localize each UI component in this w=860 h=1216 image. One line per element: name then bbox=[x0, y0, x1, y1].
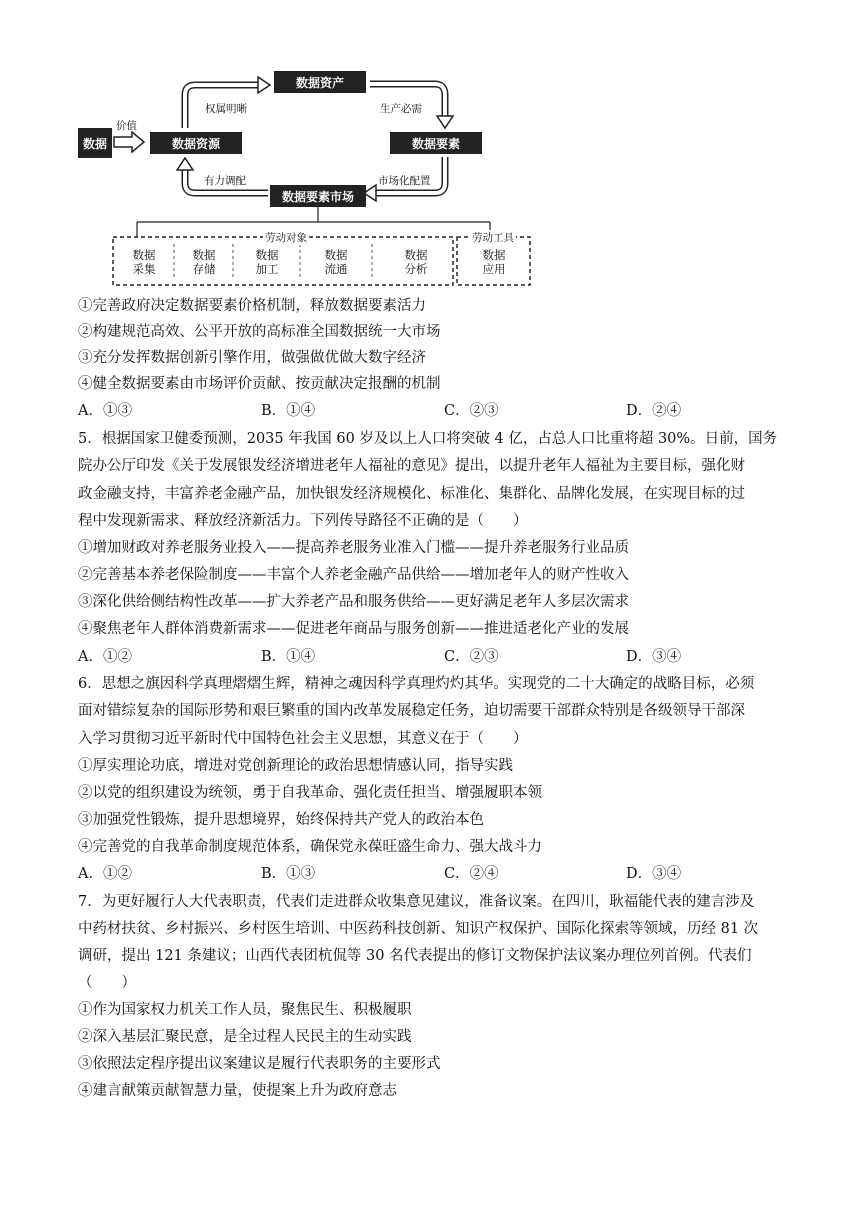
marketization-label: 市场化配置 bbox=[378, 175, 431, 187]
q7-stem-4: （ ） bbox=[78, 975, 136, 991]
q4-option-d: D．②④ bbox=[626, 403, 682, 419]
q5-stem-1: 5．根据国家卫健委预测，2035 年我国 60 岁及以上人口将突破 4 亿，占总人口比重将超 30%。日前，国务 bbox=[78, 431, 778, 447]
q6-option-c: C．②④ bbox=[444, 866, 499, 882]
value-arrow bbox=[114, 132, 144, 152]
q7-item-1: ①作为国家权力机关工作人员，聚焦民生、积极履职 bbox=[78, 1002, 412, 1018]
q6-option-d: D．③④ bbox=[626, 866, 682, 882]
q5-stem-3: 政金融支持，丰富养老金融产品，加快银发经济规模化、标准化、集群化、品牌化发展，在实现目标的过 bbox=[78, 486, 745, 502]
cell-circulate: 数据 流通 bbox=[324, 248, 348, 276]
q6-option-b: B．①③ bbox=[261, 866, 316, 882]
q6-stem-3: 入学习贯彻习近平新时代中国特色社会主义思想，其意义在于（ ） bbox=[78, 731, 528, 747]
q7-stem-1: 7．为更好履行人大代表职责，代表们走进群众收集意见建议，准备议案。在四川，耿福能代表的建言涉及 bbox=[78, 894, 755, 910]
q7-item-3: ③依照法定程序提出议案建议是履行代表职务的主要形式 bbox=[78, 1056, 441, 1072]
q5-option-d: D．③④ bbox=[626, 649, 682, 665]
data-market-box: 数据要素市场 bbox=[270, 185, 366, 207]
cell-analyze: 数据 分析 bbox=[404, 248, 428, 276]
data-box: 数据 bbox=[78, 128, 112, 158]
q6-stem-1: 6．思想之旗因科学真理熠熠生辉，精神之魂因科学真理灼灼其华。实现党的二十大确定的战略目标，必须 bbox=[78, 676, 755, 692]
data-asset-box: 数据资产 bbox=[274, 71, 366, 93]
q4-item-3: ③充分发挥数据创新引擎作用，做强做优做大数字经济 bbox=[78, 350, 426, 366]
q4-option-b: B．①④ bbox=[261, 403, 316, 419]
q7-item-2: ②深入基层汇聚民意，是全过程人民民主的生动实践 bbox=[78, 1029, 412, 1045]
labor-object-label: 劳动对象 bbox=[265, 232, 307, 244]
q5-option-c: C．②③ bbox=[444, 649, 499, 665]
q5-item-1: ①增加财政对养老服务业投入——提高养老服务业准入门槛——提升养老服务行业品质 bbox=[78, 540, 629, 556]
production-label: 生产必需 bbox=[380, 103, 422, 115]
data-element-box: 数据要素 bbox=[390, 132, 482, 154]
q7-stem-3: 调研，提出 121 条建议；山西代表团杭侃等 30 名代表提出的修订文物保护法议案办理位列首例。代表们 bbox=[78, 948, 752, 964]
q4-item-4: ④健全数据要素由市场评价贡献、按贡献决定报酬的机制 bbox=[78, 376, 441, 392]
cell-process: 数据 加工 bbox=[255, 248, 279, 276]
q7-stem-2: 中药材扶贫、乡村振兴、乡村医生培训、中医药科技创新、知识产权保护、国际化探索等领域，历经 81 次 bbox=[78, 921, 759, 937]
q4-option-a: A．①③ bbox=[78, 403, 132, 419]
q4-option-c: C．②③ bbox=[444, 403, 499, 419]
q6-stem-2: 面对错综复杂的国际形势和艰巨繁重的国内改革发展稳定任务，迫切需要干部群众特别是各级领导干部深 bbox=[78, 703, 745, 719]
q6-item-4: ④完善党的自我革命制度规范体系，确保党永葆旺盛生命力、强大战斗力 bbox=[78, 839, 542, 855]
q5-option-b: B．①④ bbox=[261, 649, 316, 665]
q6-item-3: ③加强党性锻炼，提升思想境界，始终保持共产党人的政治本色 bbox=[78, 812, 484, 828]
q7-item-4: ④建言献策贡献智慧力量，使提案上升为政府意志 bbox=[78, 1083, 397, 1099]
cell-store: 数据 存储 bbox=[192, 248, 216, 276]
cell-apply: 数据 应用 bbox=[482, 248, 506, 276]
labor-tool-label: 劳动工具 bbox=[472, 232, 514, 244]
allocation-label: 有力调配 bbox=[204, 175, 246, 187]
q4-item-1: ①完善政府决定数据要素价格机制，释放数据要素活力 bbox=[78, 298, 426, 314]
q4-item-2: ②构建规范高效、公平开放的高标准全国数据统一大市场 bbox=[78, 324, 441, 340]
tree-connectors bbox=[137, 206, 490, 237]
ownership-label: 权属明晰 bbox=[205, 103, 247, 115]
data-resource-box: 数据资源 bbox=[150, 132, 242, 154]
value-label: 价值 bbox=[116, 120, 137, 132]
cell-collect: 数据 采集 bbox=[132, 248, 156, 276]
q5-item-2: ②完善基本养老保险制度——丰富个人养老金融产品供给——增加老年人的财产性收入 bbox=[78, 567, 629, 583]
q5-option-a: A．①② bbox=[78, 649, 132, 665]
q6-item-2: ②以党的组织建设为统领，勇于自我革命、强化责任担当、增强履职本领 bbox=[78, 785, 542, 801]
q5-stem-4: 程中发现新需求、释放经济新活力。下列传导路径不正确的是（ ） bbox=[78, 513, 528, 529]
q6-item-1: ①厚实理论功底，增进对党创新理论的政治思想情感认同，指导实践 bbox=[78, 758, 513, 774]
q5-item-3: ③深化供给侧结构性改革——扩大养老产品和服务供给——更好满足老年人多层次需求 bbox=[78, 594, 629, 610]
q6-option-a: A．①② bbox=[78, 866, 132, 882]
q5-stem-2: 院办公厅印发《关于发展银发经济增进老年人福祉的意见》提出，以提升老年人福祉为主要目标，强化财 bbox=[78, 458, 745, 474]
q5-item-4: ④聚焦老年人群体消费新需求——促进老年商品与服务创新——推进适老化产业的发展 bbox=[78, 621, 629, 637]
